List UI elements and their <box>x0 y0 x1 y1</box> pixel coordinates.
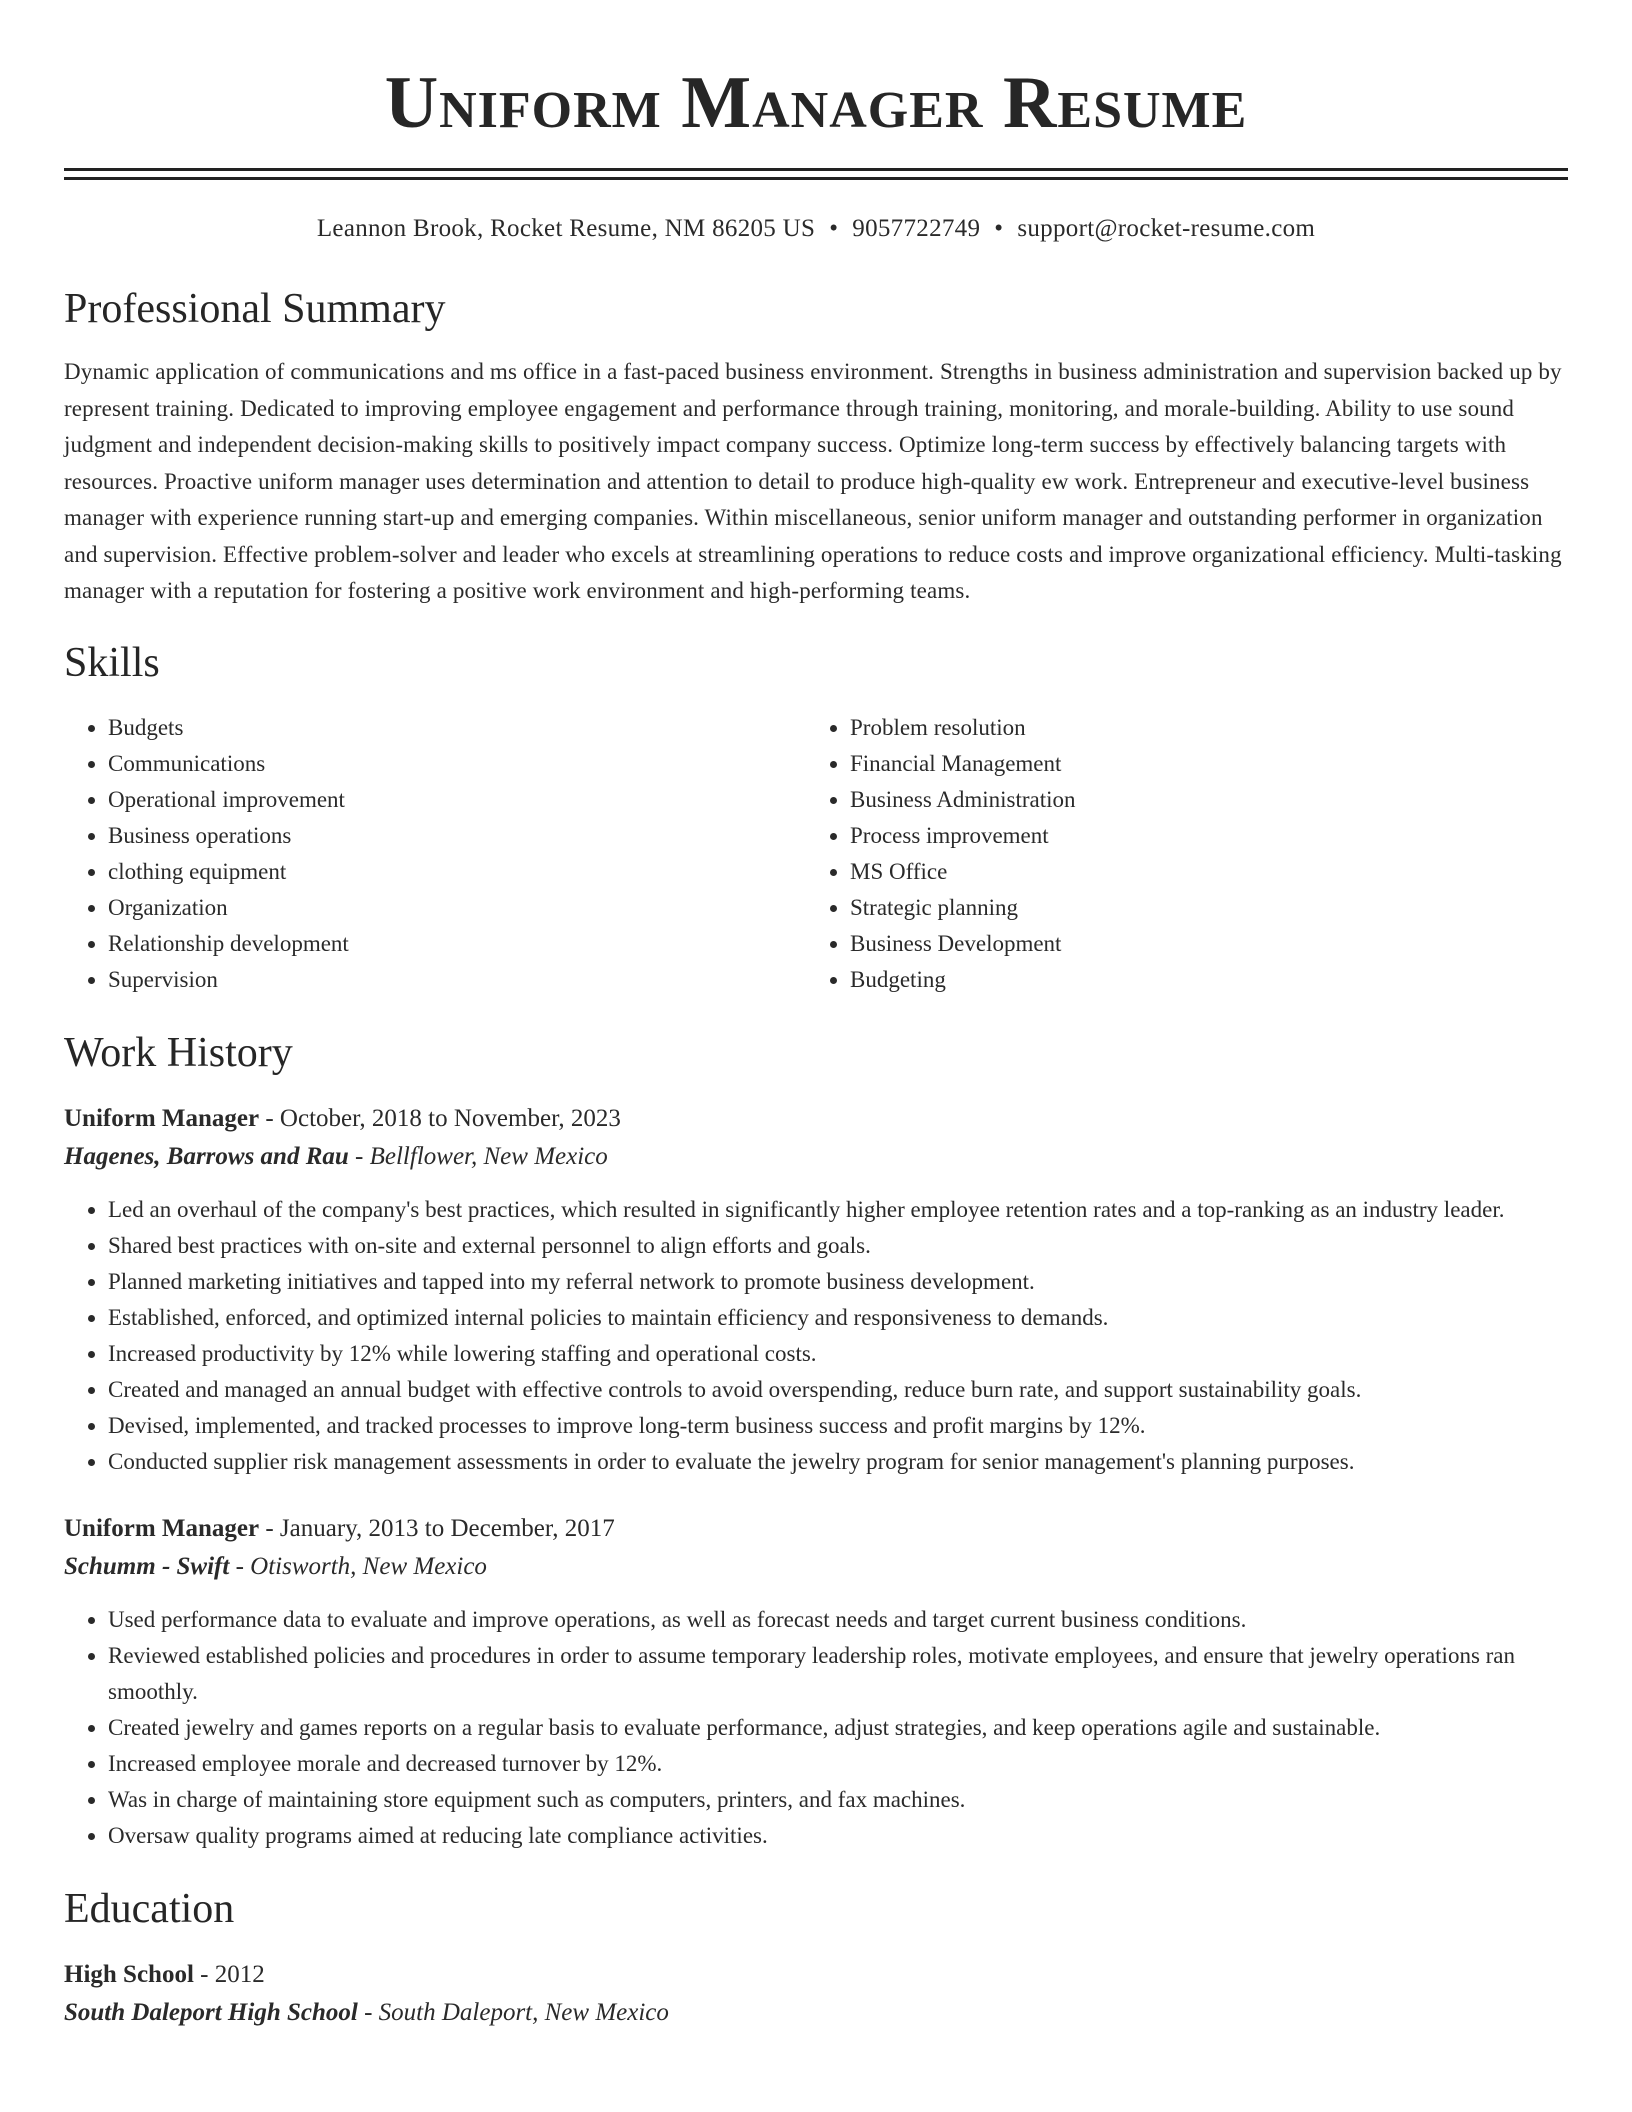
skills-column-right <box>806 710 1548 998</box>
job-bullet: • Created and managed an annual budget with effective controls to avoid overspending, reduce burn rate, and support sustainability goals. <box>108 1372 1568 1408</box>
skill-item: • Financial Management <box>850 746 1548 782</box>
summary-heading: Professional Summary <box>64 286 446 332</box>
summary-text: Dynamic application of communications and ms office in a fast-paced business environment. Strengths in business administration and supervision backed up by represent training. Dedicated to improving employee engagement and performance through training, monitoring, and morale-building. Ability to use sound judgment and independent decision-making skills to positively impact company success. Optimize long-term success by effectively balancing targets with resources. Proactive uniform manager uses determination and attention to detail to produce high-quality ew work. Entrepreneur and executive-level business manager with experience running start-up and emerging companies. Within miscellaneous, senior uniform manager and outstanding performer in organization and supervision. Effective problem-solver and leader who excels at streamlining operations to reduce costs and improve organizational efficiency. Multi-tasking manager with a reputation for fostering a positive work environment and high-performing teams. <box>64 359 1562 603</box>
skill-item: • Organization <box>108 890 806 926</box>
job-bullet: • Reviewed established policies and procedures in order to assume temporary leadership roles, motivate employees, and ensure that jewelry operations ran smoothly. <box>108 1638 1568 1710</box>
contact-separator: • <box>994 215 1004 242</box>
skill-item: • Budgeting <box>850 962 1548 998</box>
skill-item: • Strategic planning <box>850 890 1548 926</box>
education-school: South Daleport High School <box>64 1998 358 2026</box>
job-entry <box>64 1100 1568 1480</box>
skill-item: • Business operations <box>108 818 806 854</box>
education-year: - 2012 <box>193 1960 265 1988</box>
job-title: Uniform Manager <box>64 1514 260 1542</box>
contact-line <box>64 214 1568 244</box>
job-bullet: • Planned marketing initiatives and tapped into my referral network to promote business development. <box>108 1264 1568 1300</box>
job-location: - Otisworth, New Mexico <box>229 1552 487 1580</box>
job-title: Uniform Manager <box>64 1104 260 1132</box>
job-bullet: • Devised, implemented, and tracked processes to improve long-term business success and profit margins by 12%. <box>108 1408 1568 1444</box>
job-bullet: • Increased productivity by 12% while lowering staffing and operational costs. <box>108 1336 1568 1372</box>
skill-item: • Business Development <box>850 926 1548 962</box>
skill-item: • Relationship development <box>108 926 806 962</box>
job-bullets <box>64 1192 1568 1480</box>
skills-heading: Skills <box>64 639 160 686</box>
job-dates: - October, 2018 to November, 2023 <box>259 1104 621 1132</box>
resume-title: Uniform Manager Resume <box>384 62 1248 144</box>
job-bullet: • Oversaw quality programs aimed at reducing late compliance activities. <box>108 1818 1568 1854</box>
job-company: Schumm - Swift <box>64 1552 230 1580</box>
education-degree-line <box>64 1956 1568 1994</box>
skill-item: • Process improvement <box>850 818 1548 854</box>
education-heading: Education <box>64 1885 235 1932</box>
education-location: - South Daleport, New Mexico <box>357 1998 669 2026</box>
work-history-heading: Work History <box>64 1029 293 1076</box>
job-title-line <box>64 1100 1568 1138</box>
contact-address: Leannon Brook, Rocket Resume, NM 86205 US <box>316 215 816 242</box>
job-bullet: • Led an overhaul of the company's best practices, which resulted in significantly higher employee retention rates and a top-ranking as an industry leader. <box>108 1192 1568 1228</box>
job-bullet: • Created jewelry and games reports on a regular basis to evaluate performance, adjust strategies, and keep operations agile and sustainable. <box>108 1710 1568 1746</box>
skills-list <box>64 710 1568 998</box>
contact-email: support@rocket-resume.com <box>1017 215 1316 242</box>
job-bullet: • Established, enforced, and optimized internal policies to maintain efficiency and responsiveness to demands. <box>108 1300 1568 1336</box>
skill-item: • Operational improvement <box>108 782 806 818</box>
education-entry <box>64 1956 1568 2032</box>
title-divider-top <box>64 168 1568 171</box>
education-school-line <box>64 1994 1568 2032</box>
job-dates: - January, 2013 to December, 2017 <box>259 1514 615 1542</box>
job-company-line <box>64 1548 1568 1586</box>
skill-item: • Business Administration <box>850 782 1548 818</box>
skill-item: • clothing equipment <box>108 854 806 890</box>
job-company: Hagenes, Barrows and Rau <box>64 1142 349 1170</box>
title-divider-bottom <box>64 177 1568 180</box>
job-bullet: • Shared best practices with on-site and external personnel to align efforts and goals. <box>108 1228 1568 1264</box>
skill-item: • MS Office <box>850 854 1548 890</box>
job-bullets <box>64 1602 1568 1854</box>
job-bullet: • Used performance data to evaluate and improve operations, as well as forecast needs and target current business conditions. <box>108 1602 1568 1638</box>
skills-column-left <box>64 710 806 998</box>
job-bullet: • Increased employee morale and decreased turnover by 12%. <box>108 1746 1568 1782</box>
job-title-line <box>64 1510 1568 1548</box>
skill-item: • Budgets <box>108 710 806 746</box>
job-location: - Bellflower, New Mexico <box>348 1142 608 1170</box>
skill-item: • Supervision <box>108 962 806 998</box>
skill-item: • Communications <box>108 746 806 782</box>
job-company-line <box>64 1138 1568 1176</box>
education-degree: High School <box>64 1960 194 1988</box>
contact-separator: • <box>829 215 839 242</box>
job-entry <box>64 1510 1568 1854</box>
job-bullet: • Was in charge of maintaining store equipment such as computers, printers, and fax machines. <box>108 1782 1568 1818</box>
skill-item: • Problem resolution <box>850 710 1548 746</box>
job-bullet: • Conducted supplier risk management assessments in order to evaluate the jewelry program for senior management's planning purposes. <box>108 1444 1568 1480</box>
contact-phone: 9057722749 <box>852 215 981 242</box>
